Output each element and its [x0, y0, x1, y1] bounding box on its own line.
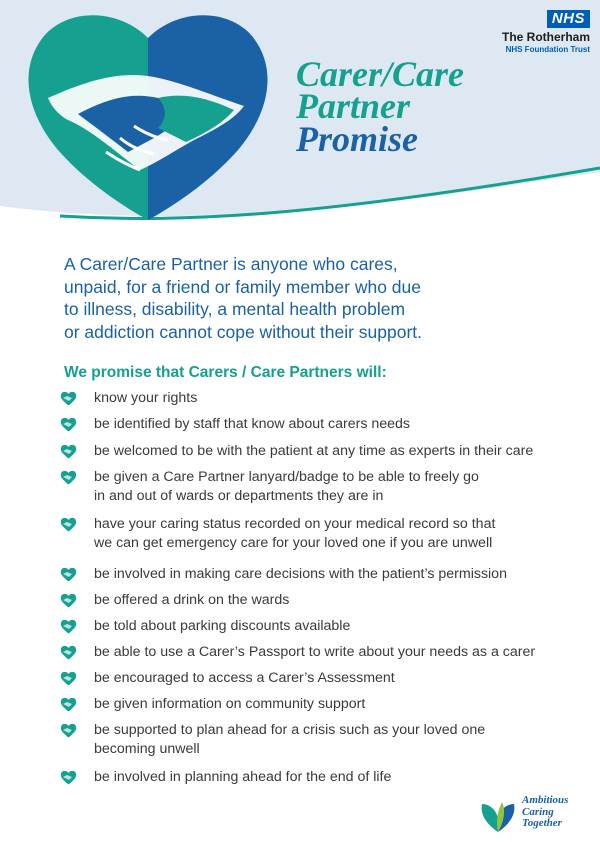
promise-item-text — [94, 721, 584, 759]
promise-item-line: be given information on community support — [94, 696, 366, 712]
promise-item-text — [94, 643, 584, 662]
heart-bullet-icon — [60, 517, 77, 532]
intro-line: to illness, disability, a mental health problem — [64, 299, 406, 319]
promise-item-line: be welcomed to be with the patient at any time as experts in their care — [94, 443, 534, 459]
promise-item-line: be supported to plan ahead for a crisis such as your loved one — [94, 722, 486, 738]
promise-item-text — [94, 695, 584, 714]
promise-item-text — [94, 442, 584, 461]
promise-item-line: be encouraged to access a Carer’s Assessment — [94, 670, 395, 686]
promise-item-text — [94, 565, 584, 584]
intro-line: unpaid, for a friend or family member who due — [64, 276, 421, 297]
promise-item-line: be offered a drink on the wards — [94, 592, 290, 608]
heart-bullet-icon — [60, 417, 77, 432]
heart-bullet-icon — [60, 593, 77, 608]
promise-item-line: be given a Care Partner lanyard/badge to be able to freely go — [94, 469, 479, 485]
promise-heading: We promise that Carers / Care Partners will: — [64, 364, 387, 381]
promise-item-text — [94, 415, 584, 434]
promise-item-line: be able to use a Carer’s Passport to write about your needs as a carer — [94, 644, 536, 660]
title-line: Partner — [296, 86, 411, 126]
logo-line: Together — [522, 817, 562, 829]
promise-item-text — [94, 591, 584, 610]
heart-bullet-icon — [60, 391, 77, 406]
ambitious-logo-text — [522, 795, 568, 830]
trust-name: The Rotherham — [501, 30, 590, 44]
promise-item-text — [94, 669, 584, 688]
heart-bullet-icon — [60, 645, 77, 660]
title-line: Promise — [296, 119, 418, 159]
logo-line: Caring — [522, 805, 554, 818]
heart-bullet-icon — [60, 567, 77, 582]
promise-item-line: we can get emergency care for your loved one if you are unwell — [94, 535, 493, 551]
promise-item-line: be told about parking discounts available — [94, 618, 351, 634]
ambitious-caring-together-logo — [476, 788, 596, 840]
heart-bullet-icon — [60, 770, 77, 785]
promise-item-line: know your rights — [94, 390, 198, 406]
promise-item-line: be identified by staff that know about carers needs — [94, 416, 411, 432]
nhs-logo: NHS — [547, 10, 590, 28]
promise-item-line: have your caring status recorded on your medical record so that — [94, 516, 496, 532]
promise-item-line: in and out of wards or departments they are in — [94, 488, 384, 504]
trust-subtitle: NHS Foundation Trust — [505, 45, 590, 54]
heart-bullet-icon — [60, 619, 77, 634]
promise-item-text — [94, 389, 584, 408]
heart-bullet-icon — [60, 723, 77, 738]
heart-bullet-icon — [60, 470, 77, 485]
promise-item-line: be involved in making care decisions with the patient’s permission — [94, 566, 507, 582]
intro-line: or addiction cannot cope without their support. — [64, 321, 422, 342]
heart-bullet-icon — [60, 444, 77, 459]
ambitious-logo-icon — [476, 792, 520, 836]
page-title — [296, 54, 465, 159]
nhs-trust-branding — [502, 10, 590, 54]
title-line: Carer/Care — [296, 54, 465, 94]
promise-item-text — [94, 515, 584, 553]
promise-item-text — [94, 768, 584, 787]
promise-item-text — [94, 617, 584, 636]
logo-line: Ambitious — [522, 794, 569, 806]
intro-paragraph — [64, 253, 584, 343]
heart-bullet-icon — [60, 671, 77, 686]
promise-item-line: be involved in planning ahead for the end of life — [94, 769, 392, 785]
promise-item-line: becoming unwell — [94, 741, 200, 757]
heart-handshake-icon — [8, 2, 298, 222]
promise-item-text — [94, 468, 584, 506]
heart-bullet-icon — [60, 697, 77, 712]
intro-line: A Carer/Care Partner is anyone who cares, — [64, 254, 398, 274]
